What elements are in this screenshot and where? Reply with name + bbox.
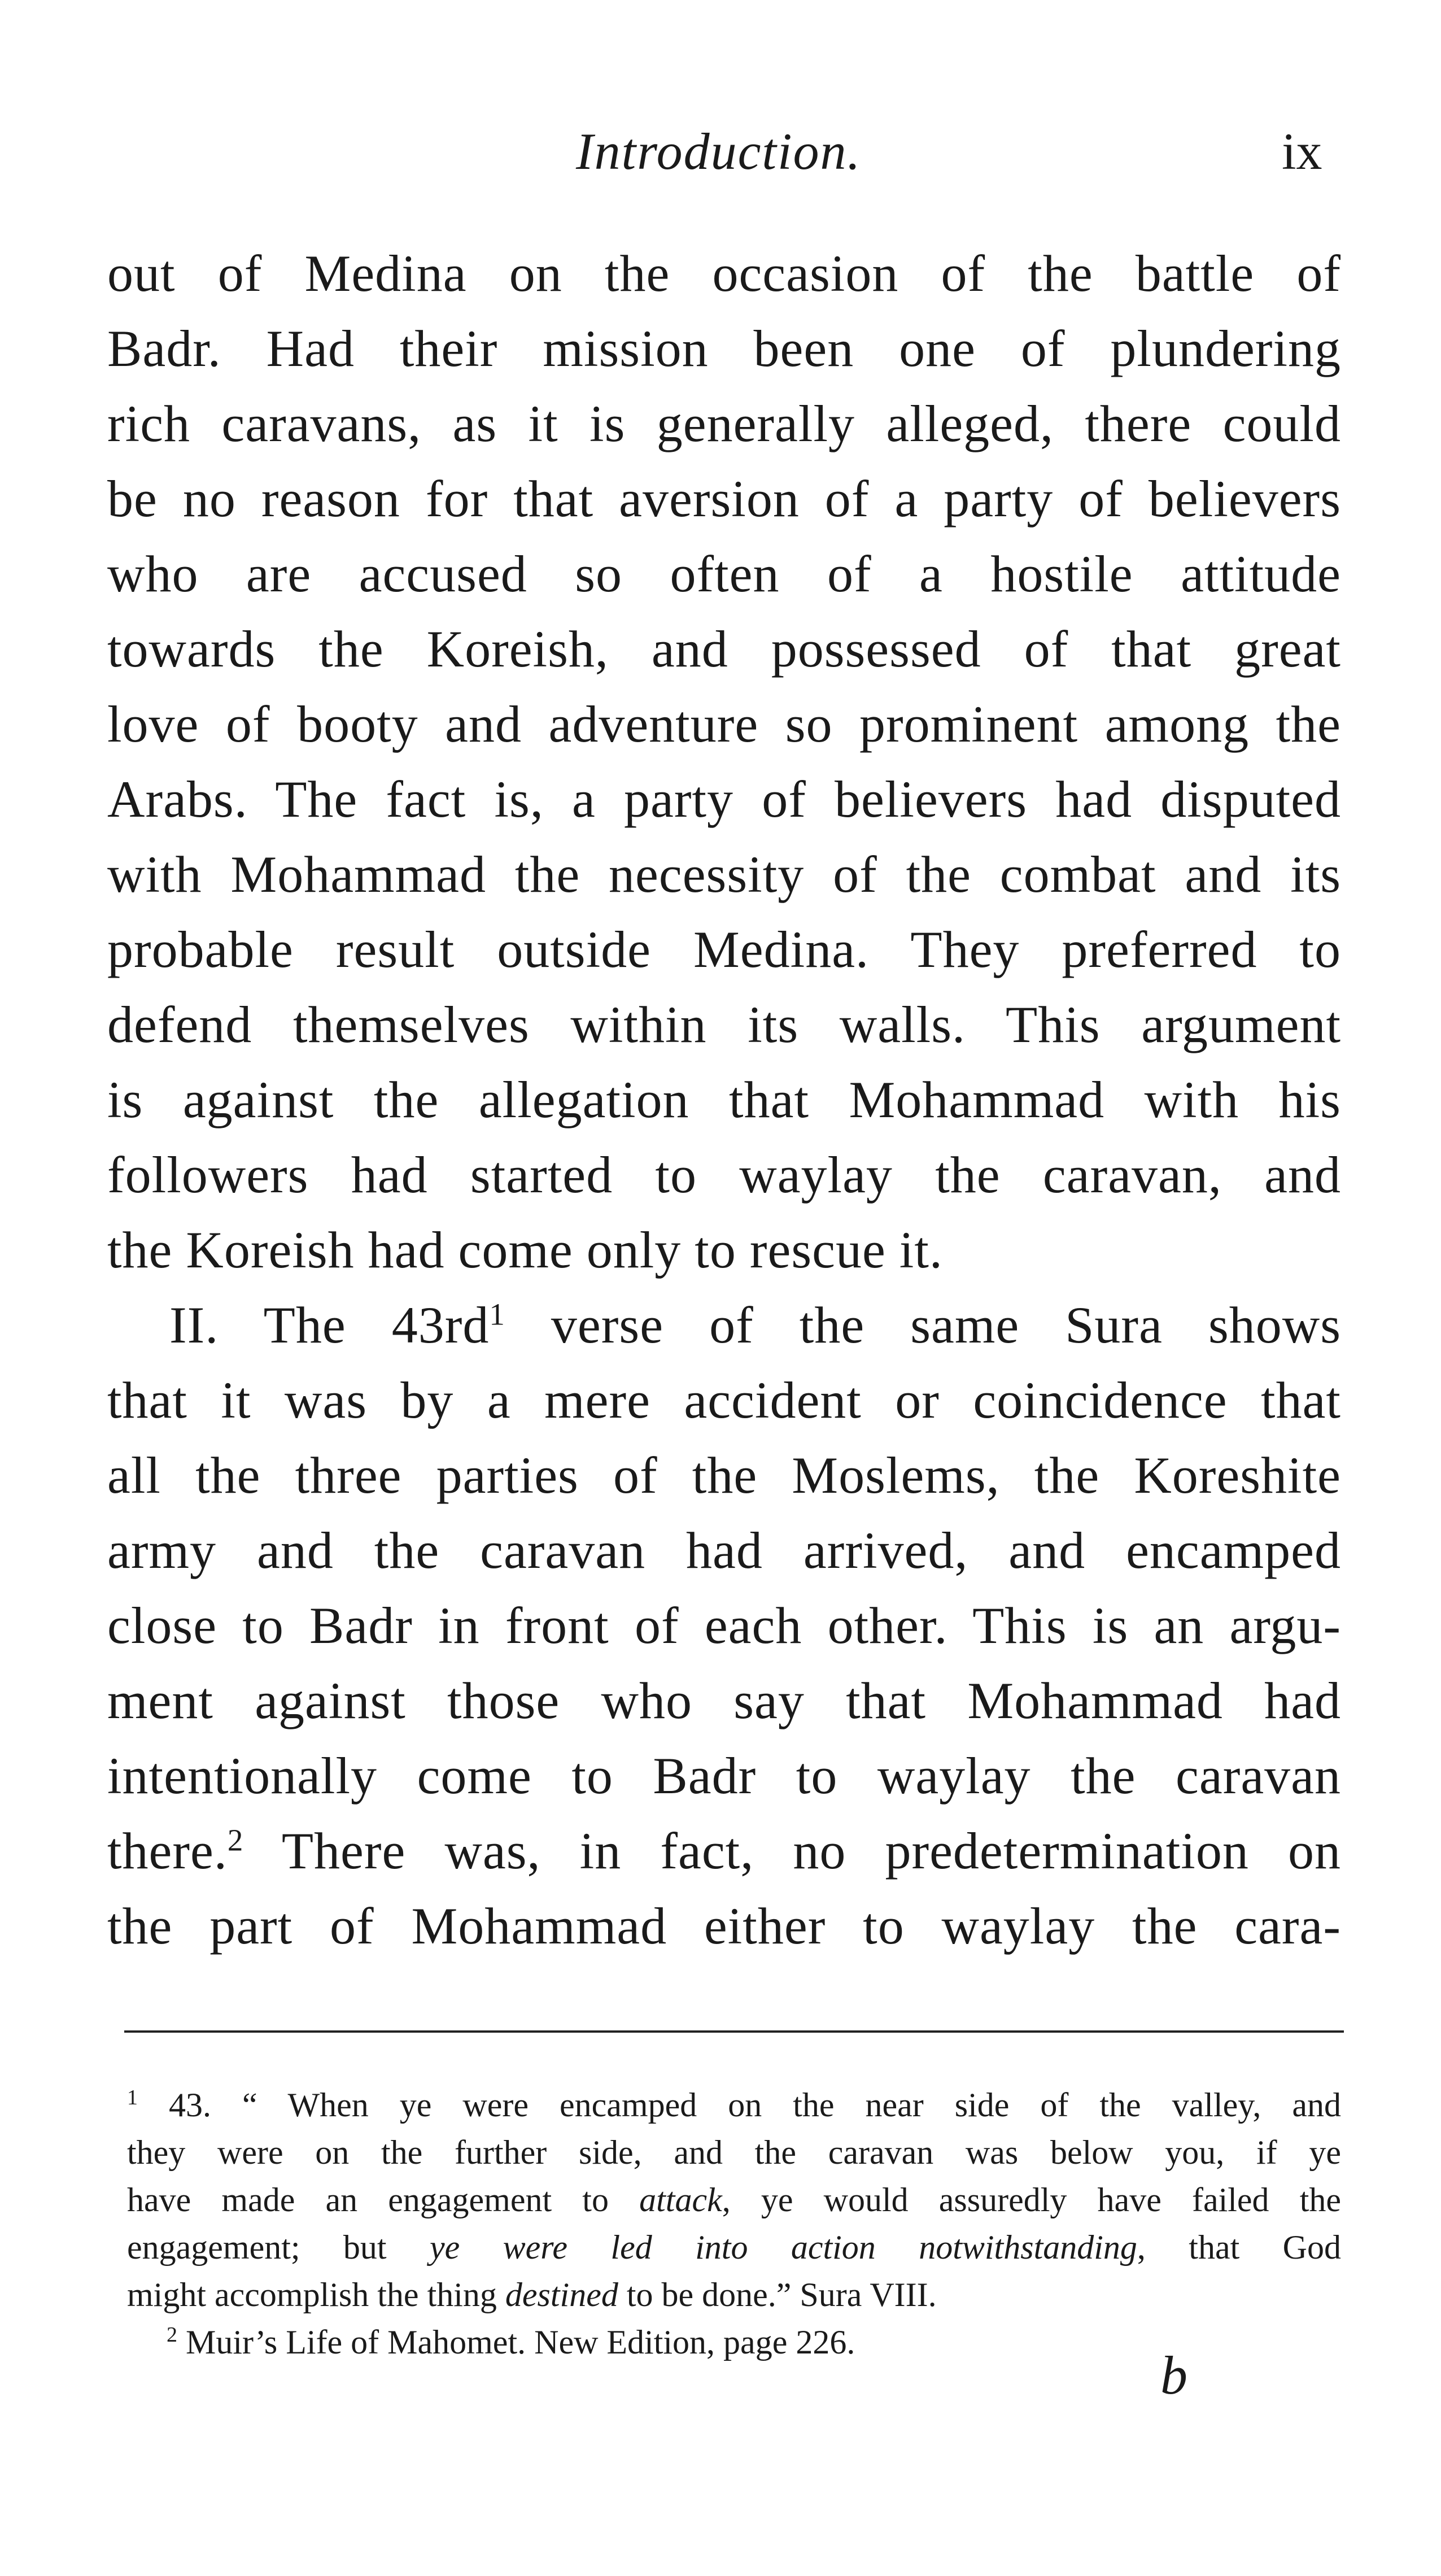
footnote-emphasis: attack [639, 2181, 722, 2218]
body-line: the Koreish had come only to rescue it. [107, 1221, 943, 1279]
body-line: out of Medina on the occasion of the battle of [107, 245, 1341, 302]
body-line: who are accused so often of a hostile attitude [107, 545, 1341, 603]
signature-mark: b [1160, 2345, 1187, 2405]
footnote-text: engagement; but [127, 2229, 430, 2266]
footnote-line [127, 2081, 1341, 2129]
footnote-text: Muir’s Life of Mahomet. New Edition, page 226. [177, 2324, 855, 2361]
footnote-text: might accomplish the thing [127, 2276, 505, 2313]
body-line: be no reason for that aversion of a party of believers [107, 470, 1341, 528]
body-line: is against the allegation that Mohammad with his [107, 1071, 1341, 1128]
body-line-text: there. [107, 1822, 228, 1880]
footnote-rule [124, 2030, 1344, 2033]
body-line [107, 1288, 1341, 1363]
body-line: Badr. Had their mission been one of plundering [107, 320, 1341, 377]
body-line: ment against those who say that Mohammad had [107, 1672, 1341, 1729]
body-text [107, 236, 1341, 1964]
footnote-ref: 2 [227, 1823, 244, 1858]
footnote-line [127, 2224, 1341, 2271]
body-line: love of booty and adventure so prominent among the [107, 695, 1341, 753]
body-line: towards the Koreish, and possessed of that great [107, 620, 1341, 678]
body-line: rich caravans, as it is generally alleged, there could [107, 395, 1341, 452]
footnote-line [127, 2318, 1341, 2366]
body-line: the part of Mohammad either to waylay the cara- [107, 1897, 1341, 1955]
body-line: probable result outside Medina. They preferred to [107, 921, 1341, 978]
body-line: with Mohammad the necessity of the combat and its [107, 845, 1341, 903]
body-line-text: verse of the same Sura shows [505, 1296, 1341, 1354]
body-line: intentionally come to Badr to waylay the caravan [107, 1747, 1341, 1804]
footnote-text: have made an engagement to [127, 2181, 640, 2218]
body-line: Arabs. The fact is, a party of believers had disputed [107, 770, 1341, 828]
footnote-text: , that God [1137, 2229, 1341, 2266]
footnote-mark: 2 [167, 2323, 177, 2347]
footnote-ref: 1 [489, 1297, 505, 1332]
footnote-text: , ye would assuredly have failed the [722, 2181, 1342, 2218]
running-head: Introduction. [576, 123, 862, 180]
body-line: all the three parties of the Moslems, the Koreshite [107, 1446, 1341, 1504]
body-line [107, 1814, 1341, 1889]
footnote-mark: 1 [127, 2086, 138, 2109]
page-number: ix [1282, 123, 1322, 180]
footnote-text: 43. “ When ye were encamped on the near side of the valley, and [138, 2086, 1341, 2124]
footnote-text: to be done.” Sura VIII. [618, 2276, 937, 2313]
body-line: followers had started to waylay the caravan, and [107, 1146, 1341, 1204]
footnote-emphasis: ye were led into action notwithstanding [429, 2229, 1137, 2266]
body-line: army and the caravan had arrived, and encamped [107, 1522, 1341, 1579]
footnote-emphasis: destined [505, 2276, 618, 2313]
footnotes [127, 2081, 1341, 2366]
footnote-line [127, 2176, 1341, 2224]
body-line: close to Badr in front of each other. This is an argu- [107, 1597, 1341, 1654]
footnote-line [127, 2271, 1341, 2318]
body-line-text: There was, in fact, no predetermination on [243, 1822, 1341, 1880]
body-line: that it was by a mere accident or coincidence that [107, 1371, 1341, 1429]
footnote-line: they were on the further side, and the caravan was below you, if ye [127, 2134, 1341, 2171]
body-line: defend themselves within its walls. This argument [107, 996, 1341, 1053]
section-lead: II. The 43rd [169, 1296, 490, 1354]
